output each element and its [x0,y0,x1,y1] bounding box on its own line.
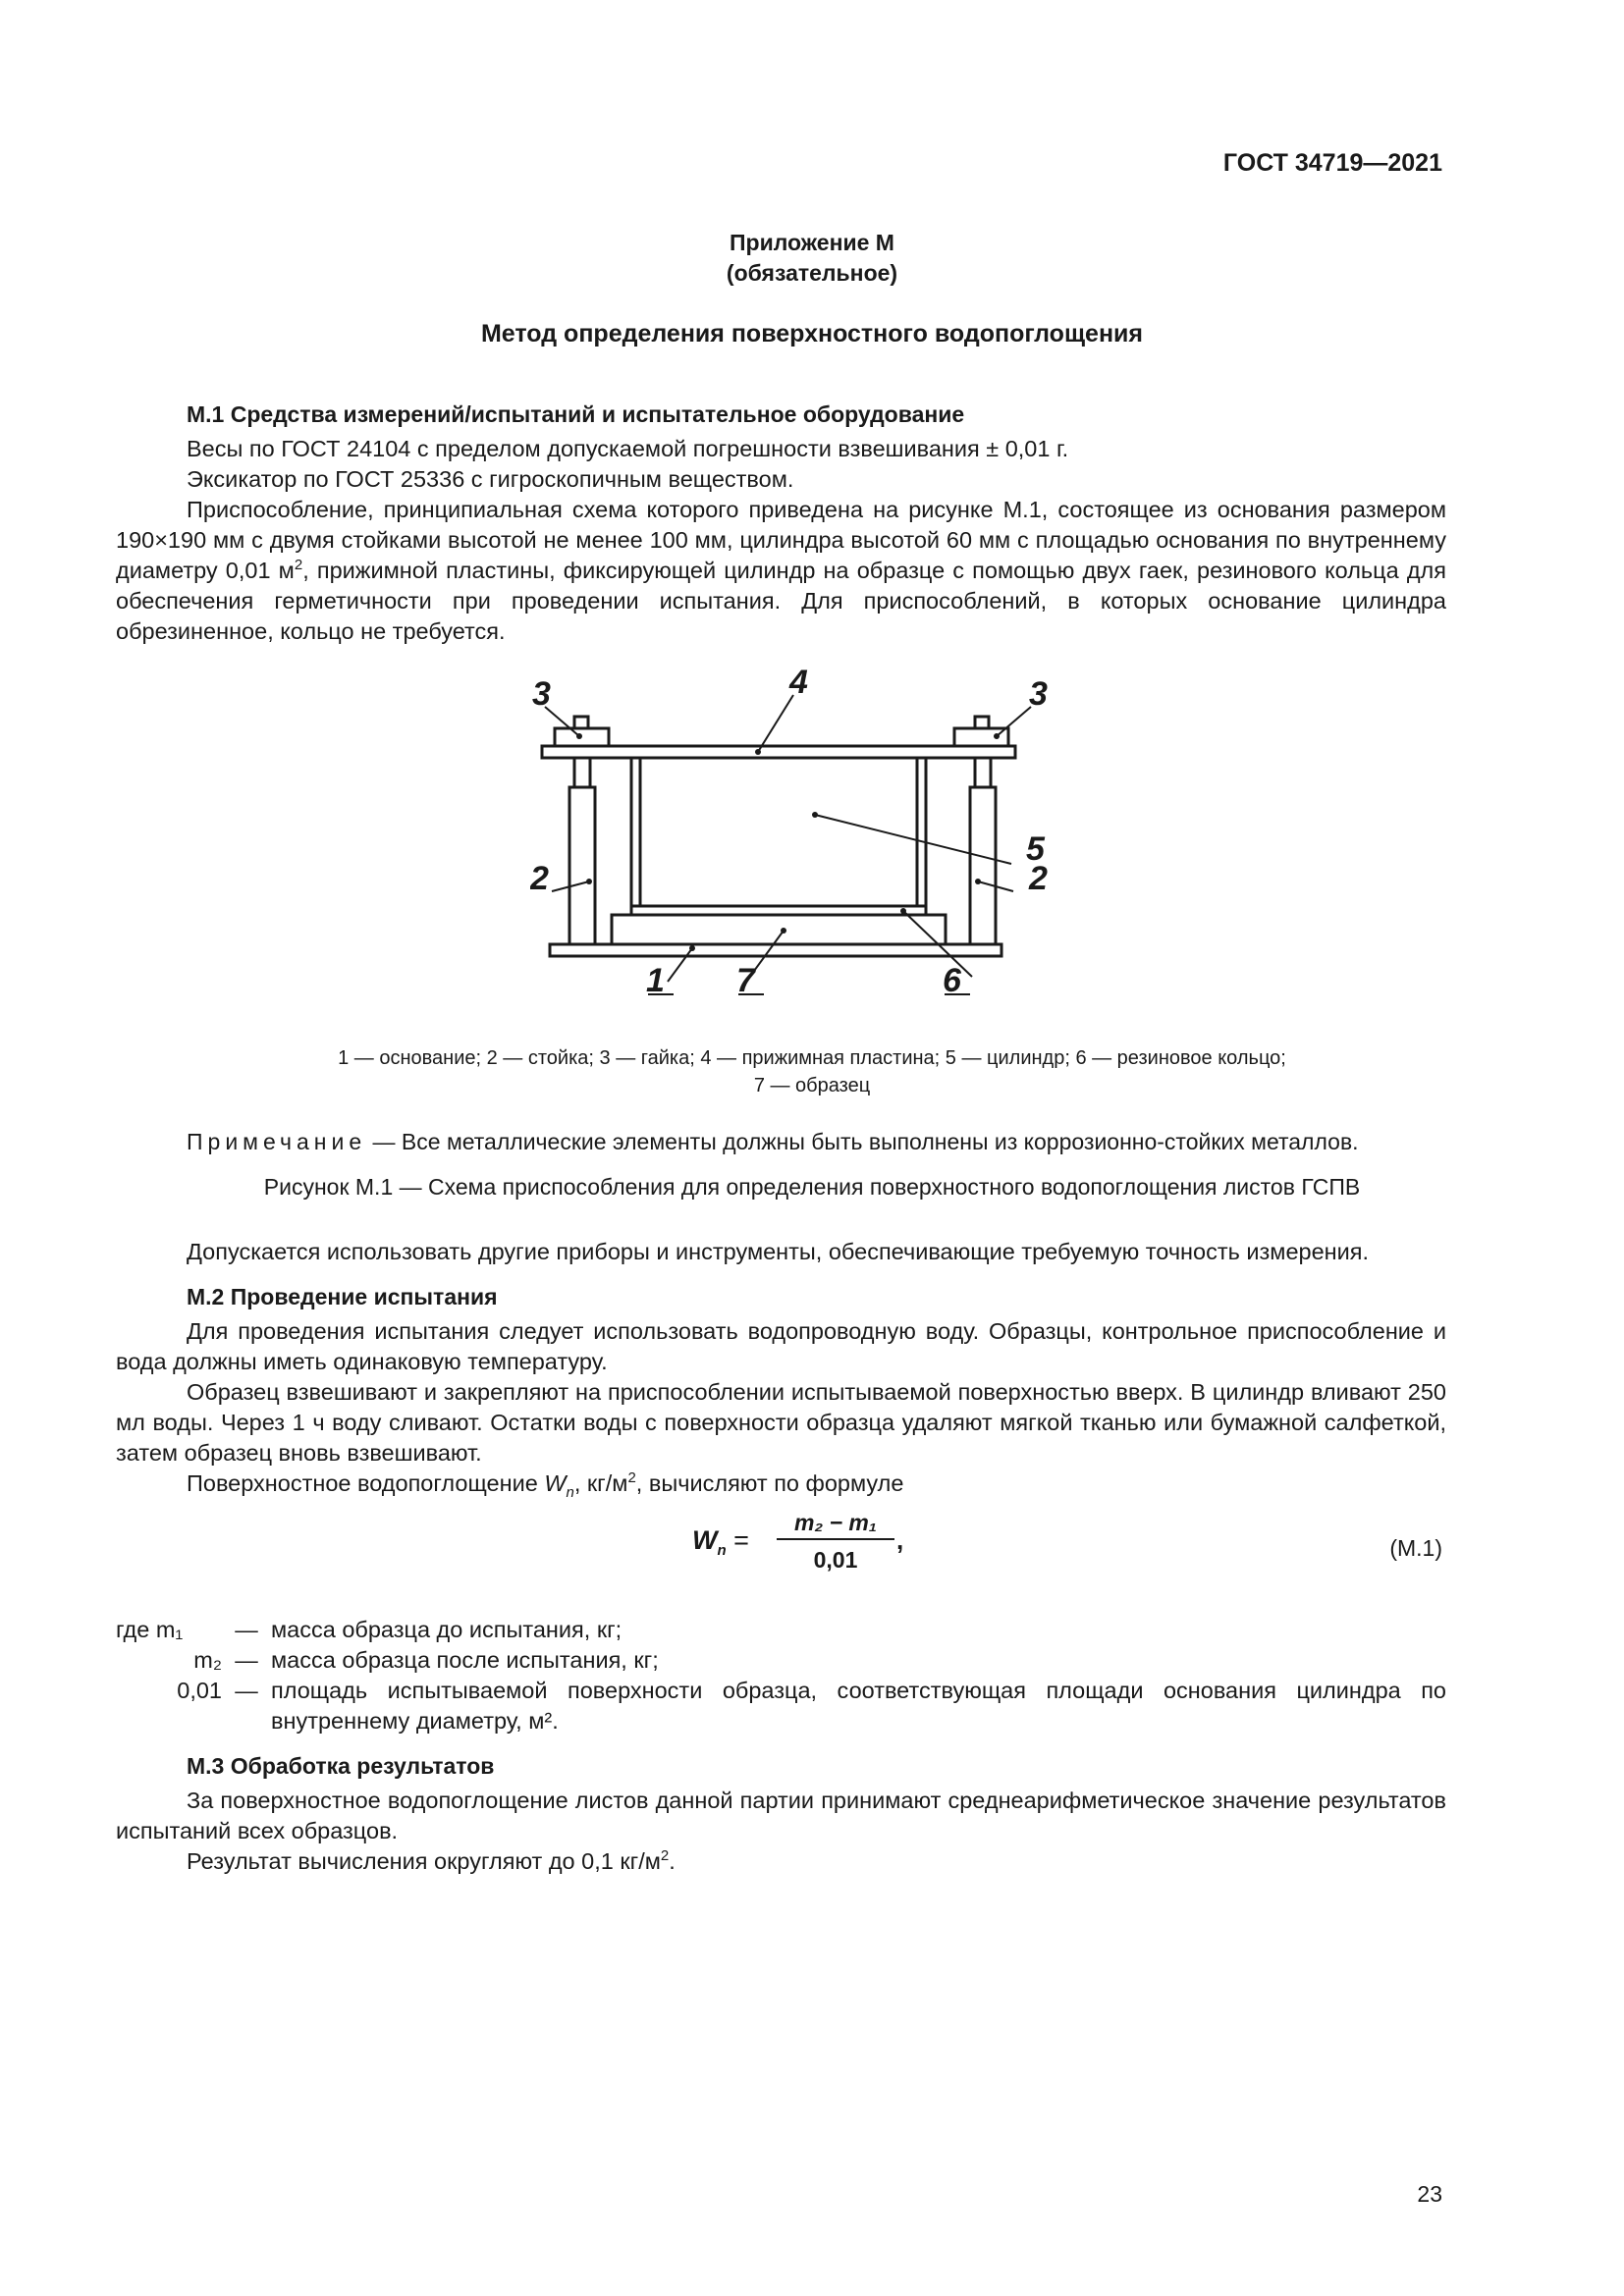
appendix-title: Приложение М [730,230,894,255]
sample [612,915,946,944]
paragraph: Для проведения испытания следует использовать водопроводную воду. Образцы, контрольное приспособление и вода должны иметь одинаковую температуру. [116,1318,1446,1374]
paragraph: Образец взвешивают и закрепляют на приспособлении испытываемой поверхностью вверх. В цилиндр вливают 250 мл воды. Через 1 ч воду сливают. Остатки воды с поверхности образца удаляют мягкой тканью или бумажной салфеткой, затем образец вновь взвешивают. [116,1379,1446,1466]
label-6: 6 [943,962,961,999]
appendix-heading [0,228,1624,289]
fixture-diagram [530,667,1060,1011]
label-7: 7 [736,962,755,999]
press-plate [542,746,1015,758]
figure-note [187,1129,1463,1155]
post-left [569,787,595,944]
where-row: где m₁ — масса образца до испытания, кг; [116,1617,623,1642]
section-m1-heading: М.1 Средства измерений/испытаний и испытательное оборудование [187,401,965,427]
label-5: 5 [1026,830,1045,868]
post-right-thread [975,758,991,787]
section-m2-heading: М.2 Проведение испытания [187,1284,498,1309]
label-3-left: 3 [532,675,551,713]
section-m3-heading: М.3 Обработка результатов [187,1753,495,1779]
paragraph: Эксикатор по ГОСТ 25336 с гигроскопичным веществом. [187,466,794,492]
section-m3 [116,1751,1446,1877]
note-text: — Все металлические элементы должны быть выполнены из коррозионно-стойких металлов. [372,1129,1359,1154]
label-1: 1 [646,962,665,999]
page-number: 23 [1417,2181,1442,2207]
label-3-right: 3 [1029,675,1048,713]
figure-legend [0,1044,1624,1099]
formula-denominator: 0,01 [813,1547,858,1573]
legend-line: 1 — основание; 2 — стойка; 3 — гайка; 4 — прижимная пластина; 5 — цилиндр; 6 — резиновое кольцо; [338,1047,1286,1069]
section-m2 [116,1282,1446,1499]
formula-numerator: m₂ − m₁ [777,1510,894,1540]
appendix-status: (обязательное) [726,260,898,286]
standard-number: ГОСТ 34719—2021 [1222,149,1442,177]
label-2-left: 2 [530,860,549,897]
paragraph: Весы по ГОСТ 24104 с пределом допускаемой погрешности взвешивания ± 0,01 г. [187,436,1069,461]
post-left-thread [574,758,590,787]
formula-lhs: $W_n$ = [692,1525,749,1559]
nut-right [954,728,1008,746]
formula-explanation [116,1615,1446,1736]
after-figure-paragraph: Допускается использовать другие приборы и инструменты, обеспечивающие требуемую точность измерения. [187,1239,1370,1264]
figure-caption: Рисунок М.1 — Схема приспособления для определения поверхностного водопоглощения листов ГСПВ [263,1174,1361,1200]
post-right [970,787,996,944]
legend-line: 7 — образец [753,1075,871,1096]
paragraph: Поверхностное водопоглощение $W_n$, $кг/м^2$, вычисляют по формуле [187,1469,904,1501]
note-label: Примечание [187,1129,367,1154]
paragraph: Результат вычисления округляют до 0,1 $кг/м^2$. [187,1847,676,1874]
paragraph: За поверхностное водопоглощение листов данной партии принимают среднеарифметическое значение результатов испытаний всех образцов. [116,1788,1446,1843]
formula-number: (М.1) [1389,1535,1442,1561]
label-4: 4 [789,667,808,701]
section-m1 [116,400,1446,647]
base-plate [550,944,1001,956]
where-row: m₂ — масса образца после испытания, кг; [193,1647,659,1673]
formula-m1: $W_n$ = m₂ − m₁ 0,01 , [692,1510,904,1573]
method-title: Метод определения поверхностного водопоглощения [480,320,1144,347]
paragraph: Приспособление, принципиальная схема которого приведена на рисунке М.1, состоящее из основания размером 190×190 мм с двумя стойками высотой не менее 100 мм, цилиндра высотой 60 мм с площадью основания по внутреннему диаметру 0,01 $м^2$, прижимной пластины, фиксирующей цилиндр на образце с помощью двух гаек, резинового кольца для обеспечения герметичности при проведении испытания. Для приспособлений, в которых основание цилиндра обрезиненное, кольцо не требуется. [116,497,1446,644]
where-row: 0,01 — площадь испытываемой поверхности образца, соответствующая площади основания цилиндра по внутреннему диаметру, м². [177,1678,1446,1734]
label-2-right: 2 [1029,860,1048,897]
